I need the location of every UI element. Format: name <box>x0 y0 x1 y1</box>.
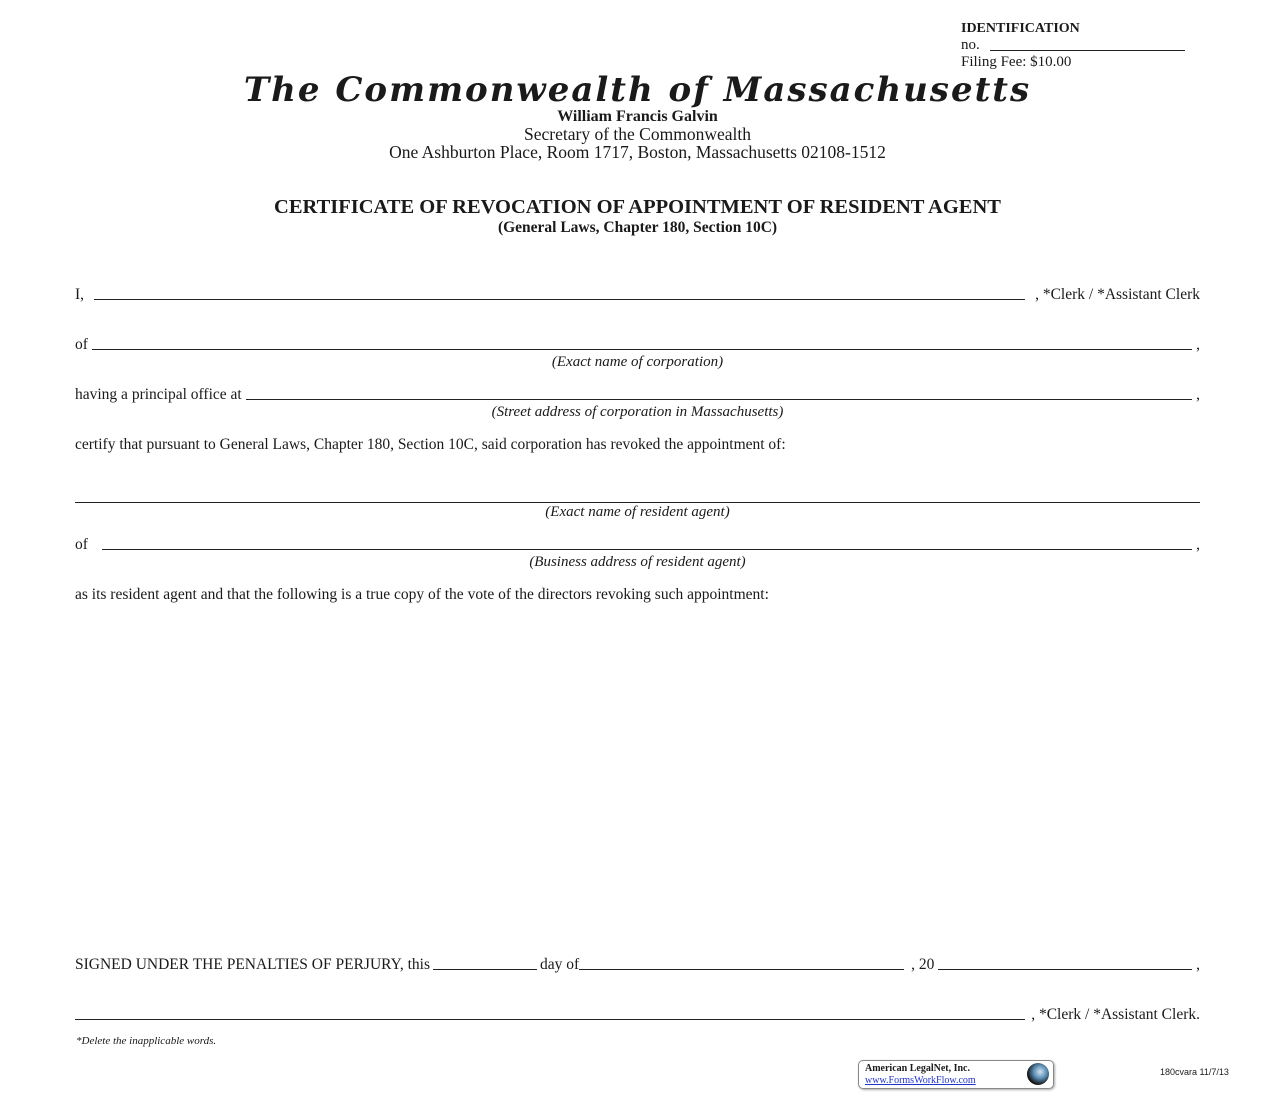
seal-title: The Commonwealth of Massachusetts <box>243 70 1032 110</box>
line-prefix: of <box>75 336 88 353</box>
agent-address-field[interactable] <box>102 548 1192 550</box>
secretary-name: William Francis Galvin <box>557 108 718 125</box>
office-address-field[interactable] <box>246 398 1192 400</box>
agent-address-line <box>75 536 1200 553</box>
signature-field[interactable] <box>75 1018 1025 1020</box>
form-subtitle: (General Laws, Chapter 180, Section 10C) <box>497 219 778 236</box>
clerk-name-field[interactable] <box>94 298 1025 300</box>
vote-text: as its resident agent and that the following is a true copy of the vote of the directors revoking such appointment: <box>75 586 769 603</box>
footnote: *Delete the inapplicable words. <box>76 1035 217 1047</box>
year-field[interactable] <box>938 968 1192 970</box>
form-code: 180cvara 11/7/13 <box>1160 1067 1229 1077</box>
filing-fee: Filing Fee: $10.00 <box>961 54 1072 70</box>
corporation-caption: (Exact name of corporation) <box>551 354 724 370</box>
secretary-title: Secretary of the Commonwealth <box>524 124 751 144</box>
line-prefix: I, <box>75 286 85 303</box>
comma: , <box>1196 336 1200 353</box>
certify-text: certify that pursuant to General Laws, Chapter 180, Section 10C, said corporation has revoked the appointment of: <box>75 436 786 453</box>
legalnet-company: American LegalNet, Inc. <box>865 1063 970 1074</box>
office-address: One Ashburton Place, Room 1717, Boston, Massachusetts 02108-1512 <box>389 142 886 162</box>
signed-line <box>75 956 1200 973</box>
legalnet-website[interactable]: www.FormsWorkFlow.com <box>865 1075 976 1086</box>
agent-caption: (Exact name of resident agent) <box>545 504 730 520</box>
signature-suffix: , *Clerk / *Assistant Clerk. <box>1031 1006 1200 1023</box>
office-caption: (Street address of corporation in Massachusetts) <box>491 404 784 420</box>
signed-prefix: SIGNED UNDER THE PENALTIES OF PERJURY, this <box>75 956 430 973</box>
agent-address-caption: (Business address of resident agent) <box>529 554 746 570</box>
globe-icon <box>1027 1063 1049 1085</box>
identification-no-field[interactable] <box>990 49 1185 51</box>
identification-label: IDENTIFICATION <box>961 21 1080 36</box>
vote-text-area[interactable] <box>75 615 1200 945</box>
corporation-name-field[interactable] <box>92 348 1192 350</box>
form-title: CERTIFICATE OF REVOCATION OF APPOINTMENT OF RESIDENT AGENT <box>274 196 1001 218</box>
office-line <box>75 386 1200 403</box>
legalnet-badge[interactable] <box>858 1060 1054 1089</box>
line-prefix: having a principal office at <box>75 386 242 403</box>
identification-box <box>961 20 1188 71</box>
year-label: , 20 <box>911 956 935 973</box>
comma: , <box>1196 956 1200 973</box>
month-field[interactable] <box>579 968 904 970</box>
clerk-suffix: , *Clerk / *Assistant Clerk <box>1035 286 1200 303</box>
signature-line <box>75 1006 1200 1023</box>
corporation-line <box>75 336 1200 353</box>
clerk-line <box>75 286 1200 303</box>
line-prefix: of <box>75 536 88 553</box>
identification-no-label: no. <box>961 37 980 53</box>
day-field[interactable] <box>433 968 537 970</box>
comma: , <box>1196 536 1200 553</box>
agent-name-field[interactable] <box>75 501 1200 503</box>
agent-line <box>75 486 1200 503</box>
day-of-label: day of <box>539 956 580 973</box>
comma: , <box>1196 386 1200 403</box>
